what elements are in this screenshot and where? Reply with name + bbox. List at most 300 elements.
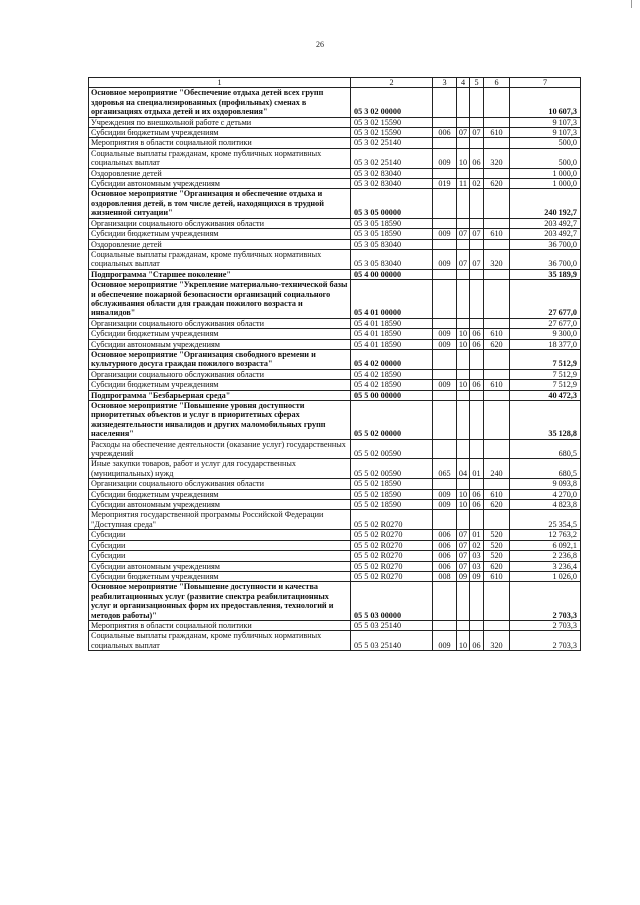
row-ku-cell [484,349,510,369]
row-rz-cell [457,510,470,530]
row-code-cell: 05 5 02 R0270 [351,571,433,581]
row-vr-cell [433,218,457,228]
row-rz-cell: 07 [457,540,470,550]
row-sum-cell: 7 512,9 [510,349,581,369]
row-vr-cell: 008 [433,571,457,581]
row-rz-cell: 10 [457,500,470,510]
table-row [89,540,581,550]
table-row [89,189,581,218]
row-name-cell: Основное мероприятие "Организация свободного времени и культурного досуга граждан пожилого возраста" [89,349,351,369]
row-vr-cell [433,369,457,379]
row-pr-cell: 06 [470,148,484,168]
row-sum-cell: 36 700,0 [510,239,581,249]
row-vr-cell: 006 [433,551,457,561]
table-row [89,218,581,228]
row-sum-cell: 203 492,7 [510,218,581,228]
row-vr-cell [433,168,457,178]
row-ku-cell [484,189,510,218]
row-code-cell: 05 3 05 18590 [351,218,433,228]
row-name-cell: Подпрограмма "Старшее поколение" [89,269,351,279]
row-code-cell: 05 5 03 25140 [351,620,433,630]
row-pr-cell: 02 [470,540,484,550]
row-ku-cell [484,239,510,249]
row-code-cell: 05 3 02 25140 [351,148,433,168]
row-vr-cell [433,269,457,279]
row-vr-cell: 009 [433,329,457,339]
row-rz-cell: 04 [457,459,470,479]
row-sum-cell: 25 354,5 [510,510,581,530]
table-row [89,329,581,339]
row-ku-cell: 620 [484,339,510,349]
row-name-cell: Мероприятия в области социальной политики [89,620,351,630]
row-code-cell: 05 3 02 00000 [351,88,433,117]
row-ku-cell: 320 [484,148,510,168]
row-vr-cell: 006 [433,128,457,138]
row-ku-cell [484,168,510,178]
row-sum-cell: 9 300,0 [510,329,581,339]
table-row [89,128,581,138]
row-vr-cell [433,401,457,440]
row-sum-cell: 10 607,3 [510,88,581,117]
row-sum-cell: 7 512,9 [510,380,581,390]
row-rz-cell: 07 [457,551,470,561]
row-vr-cell [433,479,457,489]
row-code-cell: 05 5 02 00590 [351,439,433,459]
row-pr-cell [470,349,484,369]
row-vr-cell: 009 [433,500,457,510]
row-name-cell: Основное мероприятие "Укрепление материально-технической базы и обеспечение пожарной безопасности организаций социального обслуживания области для граждан пожилого возраста и инвалидов" [89,280,351,319]
row-pr-cell: 02 [470,179,484,189]
row-ku-cell [484,620,510,630]
row-pr-cell: 07 [470,249,484,269]
row-name-cell: Субсидии автономным учреждениям [89,339,351,349]
row-name-cell: Субсидии автономным учреждениям [89,179,351,189]
row-name-cell: Оздоровление детей [89,239,351,249]
row-ku-cell: 320 [484,631,510,651]
row-sum-cell: 12 763,2 [510,530,581,540]
row-rz-cell [457,369,470,379]
row-rz-cell: 10 [457,380,470,390]
row-vr-cell [433,620,457,630]
row-code-cell: 05 4 02 18590 [351,380,433,390]
row-pr-cell [470,280,484,319]
row-vr-cell: 006 [433,530,457,540]
row-vr-cell [433,349,457,369]
row-name-cell: Организации социального обслуживания области [89,479,351,489]
row-name-cell: Субсидии бюджетным учреждениям [89,380,351,390]
row-pr-cell [470,88,484,117]
table-row [89,561,581,571]
table-row [89,369,581,379]
row-name-cell: Субсидии автономным учреждениям [89,561,351,571]
row-name-cell: Подпрограмма "Безбарьерная среда" [89,390,351,400]
row-pr-cell [470,189,484,218]
row-rz-cell [457,582,470,621]
row-sum-cell: 2 703,3 [510,631,581,651]
table-row [89,117,581,127]
row-rz-cell [457,318,470,328]
row-code-cell: 05 3 05 00000 [351,189,433,218]
row-code-cell: 05 5 02 R0270 [351,551,433,561]
row-rz-cell: 09 [457,571,470,581]
header-cell-1: 1 [89,78,351,88]
row-code-cell: 05 4 02 00000 [351,349,433,369]
header-cell-4: 4 [457,78,470,88]
row-name-cell: Субсидии бюджетным учреждениям [89,571,351,581]
row-pr-cell [470,479,484,489]
row-vr-cell: 009 [433,249,457,269]
row-ku-cell [484,401,510,440]
table-row [89,349,581,369]
table-row [89,390,581,400]
row-vr-cell: 009 [433,148,457,168]
row-pr-cell [470,401,484,440]
row-pr-cell [470,620,484,630]
budget-table [88,77,581,651]
row-ku-cell [484,510,510,530]
row-ku-cell: 320 [484,249,510,269]
table-row [89,401,581,440]
row-rz-cell [457,390,470,400]
table-row [89,138,581,148]
row-rz-cell: 07 [457,530,470,540]
row-name-cell: Мероприятия государственной программы Российской Федерации "Доступная среда" [89,510,351,530]
row-name-cell: Субсидии бюджетным учреждениям [89,229,351,239]
row-name-cell: Основное мероприятие "Повышение доступности и качества реабилитационных услуг (развитие спектра реабилитационных услуг и организационных форм их предоставления, технологий и методов работы)" [89,582,351,621]
row-rz-cell [457,620,470,630]
table-row [89,280,581,319]
row-rz-cell [457,168,470,178]
row-ku-cell [484,439,510,459]
row-rz-cell [457,189,470,218]
row-ku-cell: 610 [484,128,510,138]
table-row [89,318,581,328]
row-rz-cell [457,138,470,148]
row-code-cell: 05 3 05 83040 [351,249,433,269]
row-vr-cell: 065 [433,459,457,479]
row-pr-cell: 06 [470,329,484,339]
row-name-cell: Учреждения по внешкольной работе с детьми [89,117,351,127]
row-ku-cell: 520 [484,540,510,550]
row-sum-cell: 27 677,0 [510,280,581,319]
table-row [89,631,581,651]
row-name-cell: Основное мероприятие "Организация и обеспечение отдыха и оздоровления детей, в том числе детей, находящихся в трудной жизненной ситуации" [89,189,351,218]
row-ku-cell: 620 [484,561,510,571]
row-sum-cell: 1 026,0 [510,571,581,581]
table-row [89,239,581,249]
table-row [89,148,581,168]
table-row [89,88,581,117]
row-sum-cell: 680,5 [510,439,581,459]
scan-mark [631,0,632,8]
row-pr-cell [470,269,484,279]
row-vr-cell: 006 [433,561,457,571]
row-pr-cell: 09 [470,571,484,581]
row-ku-cell: 620 [484,179,510,189]
row-code-cell: 05 3 02 25140 [351,138,433,148]
row-rz-cell [457,239,470,249]
table-row [89,620,581,630]
row-pr-cell: 07 [470,128,484,138]
row-name-cell: Оздоровление детей [89,168,351,178]
row-ku-cell [484,138,510,148]
row-sum-cell: 9 093,8 [510,479,581,489]
row-pr-cell [470,239,484,249]
row-rz-cell [457,479,470,489]
row-sum-cell: 40 472,3 [510,390,581,400]
row-name-cell: Организации социального обслуживания области [89,218,351,228]
row-pr-cell: 06 [470,631,484,651]
row-sum-cell: 27 677,0 [510,318,581,328]
row-sum-cell: 2 703,3 [510,582,581,621]
row-rz-cell: 10 [457,631,470,651]
table-body [89,78,581,651]
row-code-cell: 05 4 02 18590 [351,369,433,379]
row-code-cell: 05 3 05 18590 [351,229,433,239]
row-vr-cell [433,510,457,530]
row-name-cell: Субсидии [89,530,351,540]
table-row [89,269,581,279]
row-code-cell: 05 5 02 R0270 [351,530,433,540]
header-cell-2: 2 [351,78,433,88]
row-rz-cell: 10 [457,339,470,349]
row-code-cell: 05 5 02 00590 [351,459,433,479]
row-sum-cell: 2 703,3 [510,620,581,630]
row-vr-cell [433,239,457,249]
row-code-cell: 05 4 00 00000 [351,269,433,279]
header-cell-7: 7 [510,78,581,88]
row-ku-cell: 240 [484,459,510,479]
row-sum-cell: 500,0 [510,138,581,148]
header-cell-3: 3 [433,78,457,88]
row-name-cell: Субсидии автономным учреждениям [89,500,351,510]
row-name-cell: Социальные выплаты гражданам, кроме публичных нормативных социальных выплат [89,148,351,168]
row-name-cell: Социальные выплаты гражданам, кроме публичных нормативных социальных выплат [89,631,351,651]
row-sum-cell: 6 092,1 [510,540,581,550]
row-ku-cell [484,582,510,621]
row-ku-cell: 610 [484,571,510,581]
table-row [89,249,581,269]
row-pr-cell: 03 [470,561,484,571]
row-ku-cell [484,280,510,319]
page-number: 26 [316,40,324,49]
row-sum-cell: 2 236,8 [510,551,581,561]
row-code-cell: 05 5 03 00000 [351,582,433,621]
row-vr-cell [433,318,457,328]
row-vr-cell: 009 [433,631,457,651]
row-ku-cell [484,218,510,228]
row-sum-cell: 4 270,0 [510,489,581,499]
row-sum-cell: 9 107,3 [510,117,581,127]
row-ku-cell [484,318,510,328]
row-sum-cell: 1 000,0 [510,179,581,189]
row-pr-cell [470,582,484,621]
row-code-cell: 05 5 02 R0270 [351,540,433,550]
row-code-cell: 05 5 02 18590 [351,479,433,489]
table-row [89,459,581,479]
row-sum-cell: 680,5 [510,459,581,479]
table-row [89,339,581,349]
row-sum-cell: 35 189,9 [510,269,581,279]
row-vr-cell [433,390,457,400]
row-name-cell: Субсидии [89,551,351,561]
row-vr-cell: 019 [433,179,457,189]
row-rz-cell: 10 [457,329,470,339]
row-vr-cell: 009 [433,380,457,390]
row-name-cell: Иные закупки товаров, работ и услуг для государственных (муниципальных) нужд [89,459,351,479]
row-name-cell: Субсидии бюджетным учреждениям [89,128,351,138]
row-pr-cell: 06 [470,339,484,349]
table-row [89,439,581,459]
row-vr-cell [433,439,457,459]
row-pr-cell: 01 [470,530,484,540]
row-name-cell: Субсидии бюджетным учреждениям [89,329,351,339]
row-vr-cell [433,189,457,218]
row-code-cell: 05 5 02 18590 [351,500,433,510]
row-code-cell: 05 3 02 83040 [351,179,433,189]
row-pr-cell [470,138,484,148]
row-ku-cell: 520 [484,530,510,540]
row-sum-cell: 7 512,9 [510,369,581,379]
row-sum-cell: 500,0 [510,148,581,168]
row-name-cell: Основное мероприятие "Обеспечение отдыха детей всех групп здоровья на специализированных (профильных) сменах в организациях отдыха детей и их оздоровления" [89,88,351,117]
row-rz-cell: 07 [457,561,470,571]
row-rz-cell [457,117,470,127]
row-code-cell: 05 5 00 00000 [351,390,433,400]
row-ku-cell: 610 [484,229,510,239]
row-name-cell: Основное мероприятие "Повышение уровня доступности приоритетных объектов и услуг в приоритетных сферах жизнедеятельности инвалидов и других маломобильных групп населения" [89,401,351,440]
table-row [89,380,581,390]
row-sum-cell: 35 128,8 [510,401,581,440]
row-sum-cell: 203 492,7 [510,229,581,239]
row-sum-cell: 1 000,0 [510,168,581,178]
row-vr-cell: 009 [433,489,457,499]
row-ku-cell [484,390,510,400]
row-rz-cell: 07 [457,128,470,138]
table-row [89,510,581,530]
row-pr-cell [470,318,484,328]
table-row [89,530,581,540]
row-name-cell: Социальные выплаты гражданам, кроме публичных нормативных социальных выплат [89,249,351,269]
row-ku-cell: 620 [484,500,510,510]
table-row [89,500,581,510]
row-vr-cell [433,88,457,117]
row-rz-cell [457,349,470,369]
header-cell-5: 5 [470,78,484,88]
row-name-cell: Расходы на обеспечение деятельности (оказание услуг) государственных учреждений [89,439,351,459]
table-row [89,571,581,581]
row-code-cell: 05 5 02 00000 [351,401,433,440]
row-sum-cell: 4 823,8 [510,500,581,510]
row-rz-cell: 07 [457,229,470,239]
row-code-cell: 05 3 05 83040 [351,239,433,249]
table-header-row [89,78,581,88]
table-row [89,229,581,239]
row-vr-cell [433,117,457,127]
row-pr-cell [470,390,484,400]
row-name-cell: Субсидии [89,540,351,550]
row-ku-cell: 610 [484,329,510,339]
row-sum-cell: 18 377,0 [510,339,581,349]
row-pr-cell: 01 [470,459,484,479]
row-vr-cell [433,280,457,319]
row-pr-cell [470,439,484,459]
row-code-cell: 05 3 02 15590 [351,117,433,127]
row-pr-cell [470,369,484,379]
row-code-cell: 05 4 01 18590 [351,339,433,349]
row-pr-cell [470,510,484,530]
row-code-cell: 05 5 03 25140 [351,631,433,651]
row-pr-cell [470,168,484,178]
row-ku-cell [484,479,510,489]
table-row [89,168,581,178]
row-pr-cell [470,218,484,228]
row-code-cell: 05 5 02 R0270 [351,561,433,571]
row-name-cell: Мероприятия в области социальной политики [89,138,351,148]
row-name-cell: Субсидии бюджетным учреждениям [89,489,351,499]
row-ku-cell: 610 [484,380,510,390]
table-row [89,479,581,489]
row-vr-cell: 009 [433,229,457,239]
row-rz-cell [457,439,470,459]
row-ku-cell: 520 [484,551,510,561]
row-ku-cell [484,88,510,117]
row-ku-cell: 610 [484,489,510,499]
row-rz-cell: 07 [457,249,470,269]
row-pr-cell: 06 [470,489,484,499]
row-vr-cell: 009 [433,339,457,349]
table-row [89,179,581,189]
row-code-cell: 05 3 02 15590 [351,128,433,138]
row-pr-cell: 06 [470,500,484,510]
row-name-cell: Организации социального обслуживания области [89,369,351,379]
row-rz-cell [457,218,470,228]
row-rz-cell: 10 [457,148,470,168]
row-pr-cell: 03 [470,551,484,561]
row-ku-cell [484,369,510,379]
row-rz-cell: 11 [457,179,470,189]
row-code-cell: 05 3 02 83040 [351,168,433,178]
row-code-cell: 05 5 02 R0270 [351,510,433,530]
row-sum-cell: 36 700,0 [510,249,581,269]
row-rz-cell [457,269,470,279]
table-row [89,582,581,621]
row-pr-cell: 07 [470,229,484,239]
row-rz-cell [457,88,470,117]
row-vr-cell: 006 [433,540,457,550]
row-ku-cell [484,269,510,279]
row-pr-cell: 06 [470,380,484,390]
table-row [89,551,581,561]
row-rz-cell [457,280,470,319]
row-vr-cell [433,138,457,148]
row-name-cell: Организации социального обслуживания области [89,318,351,328]
row-vr-cell [433,582,457,621]
row-code-cell: 05 4 01 18590 [351,318,433,328]
row-code-cell: 05 4 01 00000 [351,280,433,319]
row-pr-cell [470,117,484,127]
row-code-cell: 05 5 02 18590 [351,489,433,499]
row-code-cell: 05 4 01 18590 [351,329,433,339]
row-ku-cell [484,117,510,127]
row-sum-cell: 3 236,4 [510,561,581,571]
table-row [89,489,581,499]
row-rz-cell: 10 [457,489,470,499]
row-rz-cell [457,401,470,440]
row-sum-cell: 9 107,3 [510,128,581,138]
header-cell-6: 6 [484,78,510,88]
row-sum-cell: 240 192,7 [510,189,581,218]
